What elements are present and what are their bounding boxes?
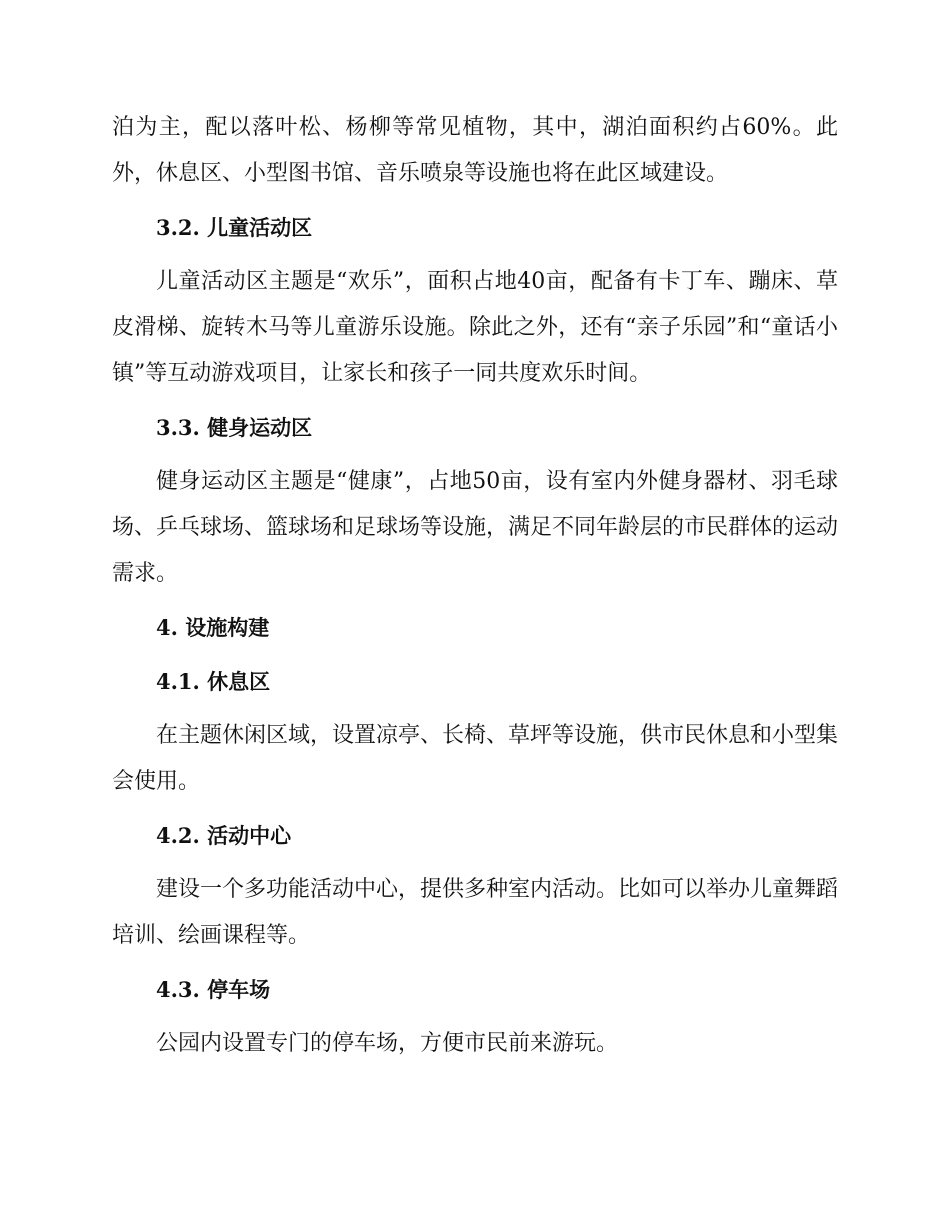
heading-4-facility-construction: 4. 设施构建 [156, 615, 270, 640]
heading-4-1-rest-area: 4.1. 休息区 [156, 669, 271, 694]
paragraph-rest-area: 在主题休闲区域，设置凉亭、长椅、草坪等设施，供市民休息和小型集会使用。 [112, 723, 839, 794]
heading-4-2-activity-center: 4.2. 活动中心 [156, 823, 292, 848]
heading-3-3-fitness-area: 3.3. 健身运动区 [156, 415, 313, 440]
heading-3-2-children-area: 3.2. 儿童活动区 [156, 215, 313, 240]
paragraph-children-area: 儿童活动区主题是“欢乐”，面积占地40亩，配备有卡丁车、蹦床、草皮滑梯、旋转木马等儿童游乐设施。除此之外，还有“亲子乐园”和“童话小镇”等互动游戏项目，让家长和孩子一同共度欢乐时间。 [112, 269, 838, 386]
document-body [112, 105, 838, 1067]
paragraph-activity-center: 建设一个多功能活动中心，提供多种室内活动。比如可以举办儿童舞蹈培训、绘画课程等。 [112, 877, 839, 948]
continuation-paragraph: 泊为主，配以落叶松、杨柳等常见植物，其中，湖泊面积约占60%。此外，休息区、小型图书馆、音乐喷泉等设施也将在此区域建设。 [112, 115, 838, 186]
paragraph-fitness-area: 健身运动区主题是“健康”，占地50亩，设有室内外健身器材、羽毛球场、乒乓球场、篮球场和足球场等设施，满足不同年龄层的市民群体的运动需求。 [112, 469, 839, 586]
paragraph-parking-lot: 公园内设置专门的停车场，方便市民前来游玩。 [156, 1031, 619, 1056]
heading-4-3-parking-lot: 4.3. 停车场 [156, 977, 271, 1002]
